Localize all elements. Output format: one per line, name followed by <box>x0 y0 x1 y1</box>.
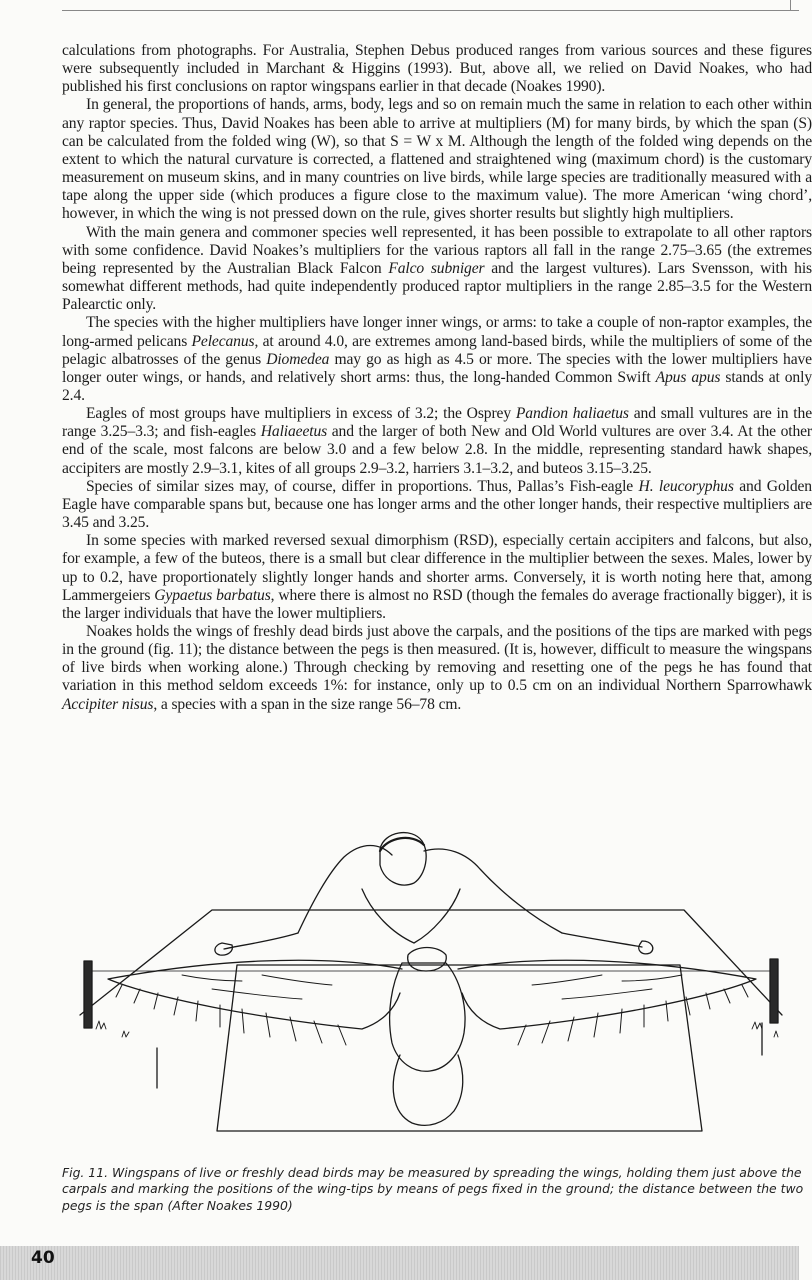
wingspan-measurement-illustration <box>62 793 799 1153</box>
person-hair <box>380 838 424 851</box>
page-number: 40 <box>31 1248 55 1268</box>
bird-tail <box>393 1055 463 1125</box>
paragraph: With the main genera and commoner species well represented, it has been possible to extrapolate to all other raptors with some confidence. David Noakes’s multipliers for the various raptors all fall in the range 2.75–3.65 (the extremes being represented by the Australian Black Falcon Falco subniger and the largest vultures). Lars Svensson, with his somewhat different methods, had quite independently produced raptor multipliers in the range 2.85–3.5 for the Western Palearctic only. <box>62 223 812 314</box>
person-arm-right <box>562 933 642 947</box>
peg-right <box>770 959 778 1023</box>
footer-band <box>0 1246 799 1280</box>
bird-body <box>390 963 465 1071</box>
paragraph: Species of similar sizes may, of course, differ in proportions. Thus, Pallas’s Fish-eagle H. leucoryphus and Golden Eagle have comparable spans but, because one has longer arms and the other longer hands, their respective multipliers are 3.45 and 3.25. <box>62 477 812 532</box>
person-torso <box>362 889 460 943</box>
paragraph: Eagles of most groups have multipliers in excess of 3.2; the Osprey Pandion haliaetus and small vultures are in the range 3.25–3.3; and fish-eagles Haliaeetus and the larger of both New and Old World vultures are over 3.4. At the other end of the scale, most falcons are below 3.0 and a few below 2.8. In the middle, representing standard hawk shapes, accipiters are mostly 2.9–3.1, kites of all groups 2.9–3.2, harriers 3.1–3.2, and buteos 3.15–3.25. <box>62 405 812 477</box>
paragraph: In general, the proportions of hands, arms, body, legs and so on remain much the same in relation to each other within any raptor species. Thus, David Noakes has been able to arrive at multipliers (M) for many birds, by which the span (S) can be calculated from the folded wing (W), so that S = W x M. Although the length of the folded wing depends on the extent to which the natural curvature is corrected, a flattened and straightened wing (maximum chord) is the customary measurement on museum skins, and in many countries on live birds, while large species are traditionally measured with a tape along the upper side (which produces a figure close to the maximum value). The more American ‘wing chord’, however, in which the wing is not pressed down on the rule, gives shorter results but slightly high multipliers. <box>62 96 812 223</box>
paragraph: In some species with marked reversed sexual dimorphism (RSD), especially certain accipiters and falcons, but also, for example, a few of the buteos, there is a small but clear difference in the multiplier between the sexes. Males, lower by up to 0.2, have proportionately slightly longer hands and shorter arms. Conversely, it is worth noting here that, among Lammergeiers Gypaetus barbatus, where there is almost no RSD (though the females do average fractionally bigger), it is the larger individuals that have the lower multipliers. <box>62 532 812 622</box>
person-arm-left <box>224 933 298 949</box>
paragraph: Noakes holds the wings of freshly dead birds just above the carpals, and the positions of the tips are marked with pegs in the ground (fig. 11); the distance between the pegs is then measured. (It is, however, difficult to measure the wingspans of live birds when working alone.) Through checking by removing and resetting one of the pegs he has found that variation in this method seldom exceeds 1%: for instance, only up to 0.5 cm on an individual Northern Sparrowhawk Accipiter nisus, a species with a span in the size range 56–78 cm. <box>62 623 812 713</box>
person-body <box>298 846 562 934</box>
bird-head <box>408 948 447 972</box>
paragraph: The species with the higher multipliers have longer inner wings, or arms: to take a couple of non-raptor examples, the long-armed pelicans Pelecanus, at around 4.0, are extremes among land-based birds, while the multipliers of some of the pelagic albatrosses of the genus Diomedea may go as high as 4.5 or more. The species with the lower multipliers have longer outer wings, or hands, and relatively short arms: thus, the long-handed Common Swift Apus apus stands at only 2.4. <box>62 314 812 404</box>
body-text <box>62 42 812 714</box>
header-tick <box>790 0 791 11</box>
header-rule <box>62 10 799 11</box>
peg-left <box>84 961 92 1028</box>
figure-caption: Fig. 11. Wingspans of live or freshly dead birds may be measured by spreading the wings, holding them just above the carpals and marking the positions of the wing-tips by means of pegs fixed in the ground; the distance between the two pegs is the span (After Noakes 1990) <box>62 1165 804 1213</box>
paragraph: calculations from photographs. For Australia, Stephen Debus produced ranges from various sources and these figures were subsequently included in Marchant & Higgins (1993). But, above all, we relied on David Noakes, who had published his first conclusions on raptor wingspans earlier in that decade (Noakes 1990). <box>62 42 812 96</box>
